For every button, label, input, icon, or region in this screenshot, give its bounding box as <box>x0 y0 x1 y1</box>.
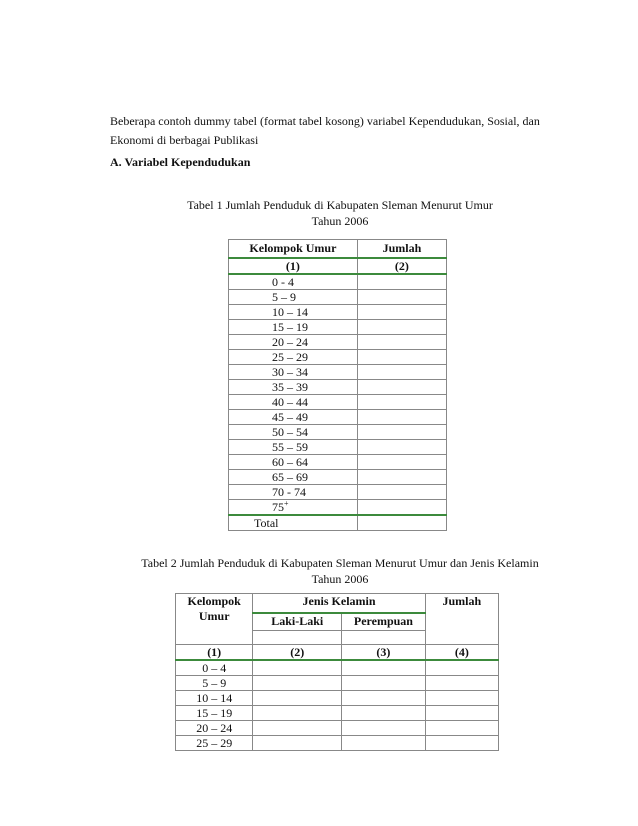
table2-header-gender: Jenis Kelamin <box>253 594 425 614</box>
table1-count-cell <box>357 335 446 350</box>
intro-paragraph: Beberapa contoh dummy tabel (format tabel kosong) variabel Kependudukan, Sosial, dan Ekonomi di berbagai Publikasi <box>110 114 540 147</box>
table2-caption-line1: Tabel 2 Jumlah Penduduk di Kabupaten Sleman Menurut Umur dan Jenis Kelamin <box>141 556 539 570</box>
table1-count-cell <box>357 410 446 425</box>
table1-count-cell <box>357 274 446 290</box>
table1-row <box>229 395 447 410</box>
table2-caption <box>80 555 600 587</box>
table1-age-cell: 20 – 24 <box>229 335 358 350</box>
table2-value-cell <box>425 706 498 721</box>
table1-row <box>229 290 447 305</box>
table1-row <box>229 335 447 350</box>
section-heading: A. Variabel Kependudukan <box>110 155 251 169</box>
table1-count-cell <box>357 395 446 410</box>
table1-count-cell <box>357 440 446 455</box>
table2-row <box>176 676 499 691</box>
table2-value-cell <box>425 676 498 691</box>
table1-row <box>229 305 447 320</box>
table1-count-cell <box>357 305 446 320</box>
table1-count-cell <box>357 320 446 335</box>
table1-total-label: Total <box>229 515 358 531</box>
table2-age-cell: 0 – 4 <box>176 660 253 676</box>
table2-header-age-line2: Umur <box>198 609 230 623</box>
table2-value-cell <box>342 676 426 691</box>
table1-row <box>229 485 447 500</box>
table1-count-cell <box>357 455 446 470</box>
table2-header-male: Laki-Laki <box>253 613 342 631</box>
table2-value-cell <box>253 691 342 706</box>
table2-value-cell <box>425 660 498 676</box>
table1-count-cell <box>357 500 446 516</box>
table1-row <box>229 440 447 455</box>
table1-count-cell <box>357 470 446 485</box>
table2-value-cell <box>253 660 342 676</box>
table2-age-cell: 5 – 9 <box>176 676 253 691</box>
table1-age-cell: 0 - 4 <box>229 274 358 290</box>
table1-age-cell: 60 – 64 <box>229 455 358 470</box>
table1-count-cell <box>357 290 446 305</box>
table1-row <box>229 350 447 365</box>
table2-value-cell <box>253 706 342 721</box>
table1-age-cell: 65 – 69 <box>229 470 358 485</box>
table1-row <box>229 425 447 440</box>
table1-caption-line2: Tahun 2006 <box>311 214 369 228</box>
table2-row <box>176 660 499 676</box>
table2-value-cell <box>342 706 426 721</box>
table2-value-cell <box>342 691 426 706</box>
table2-blank-cell <box>342 631 426 645</box>
table1-count-cell <box>357 365 446 380</box>
table2-caption-line2: Tahun 2006 <box>311 572 369 586</box>
table1-age-cell: 40 – 44 <box>229 395 358 410</box>
table1-header-age: Kelompok Umur <box>229 240 358 259</box>
table2-value-cell <box>342 736 426 751</box>
table1-age-cell: 55 – 59 <box>229 440 358 455</box>
table2-row <box>176 721 499 736</box>
table2-value-cell <box>425 691 498 706</box>
table2-age-cell: 25 – 29 <box>176 736 253 751</box>
table2-value-cell <box>253 721 342 736</box>
table1-caption <box>110 197 570 229</box>
table1-row <box>229 470 447 485</box>
table1-total-value <box>357 515 446 531</box>
table2 <box>175 593 499 751</box>
table2-row <box>176 736 499 751</box>
table2-colnum-3: (3) <box>342 645 426 661</box>
table1-age-cell: 25 – 29 <box>229 350 358 365</box>
table2-value-cell <box>253 676 342 691</box>
table1-age-cell <box>229 500 358 516</box>
table2-header-age-line1: Kelompok <box>187 594 241 608</box>
table1-row <box>229 380 447 395</box>
table1-colnum-1: (1) <box>229 258 358 274</box>
table1-last-age-base: 75 <box>272 500 284 514</box>
table2-blank-cell <box>253 631 342 645</box>
table2-colnum-2: (2) <box>253 645 342 661</box>
table1-row <box>229 274 447 290</box>
table1-age-cell: 30 – 34 <box>229 365 358 380</box>
table1-caption-line1: Tabel 1 Jumlah Penduduk di Kabupaten Sleman Menurut Umur <box>187 198 493 212</box>
table2-row <box>176 706 499 721</box>
table1-age-cell: 45 – 49 <box>229 410 358 425</box>
table1-age-cell: 50 – 54 <box>229 425 358 440</box>
table1-row <box>229 410 447 425</box>
table2-age-cell: 10 – 14 <box>176 691 253 706</box>
table1-row <box>229 365 447 380</box>
table1-header-count: Jumlah <box>357 240 446 259</box>
table2-header-female: Perempuan <box>342 613 426 631</box>
table2-value-cell <box>425 721 498 736</box>
table1-colnum-2: (2) <box>357 258 446 274</box>
table2-age-cell: 20 – 24 <box>176 721 253 736</box>
table1-last-age-sup: + <box>284 499 289 508</box>
table1-count-cell <box>357 485 446 500</box>
table1-row <box>229 500 447 516</box>
table1 <box>228 239 447 531</box>
table2-header-count: Jumlah <box>425 594 498 645</box>
table1-age-cell: 5 – 9 <box>229 290 358 305</box>
table2-colnum-4: (4) <box>425 645 498 661</box>
table2-value-cell <box>342 660 426 676</box>
table1-age-cell: 10 – 14 <box>229 305 358 320</box>
table2-header-age <box>176 594 253 645</box>
table2-age-cell: 15 – 19 <box>176 706 253 721</box>
table1-age-cell: 70 - 74 <box>229 485 358 500</box>
table1-row <box>229 320 447 335</box>
table1-age-cell: 15 – 19 <box>229 320 358 335</box>
table2-value-cell <box>342 721 426 736</box>
table2-value-cell <box>253 736 342 751</box>
table1-age-cell: 35 – 39 <box>229 380 358 395</box>
table1-total-row <box>229 515 447 531</box>
table2-colnum-1: (1) <box>176 645 253 661</box>
table2-row <box>176 691 499 706</box>
table1-row <box>229 455 447 470</box>
table1-count-cell <box>357 350 446 365</box>
table1-count-cell <box>357 425 446 440</box>
table2-value-cell <box>425 736 498 751</box>
table1-count-cell <box>357 380 446 395</box>
